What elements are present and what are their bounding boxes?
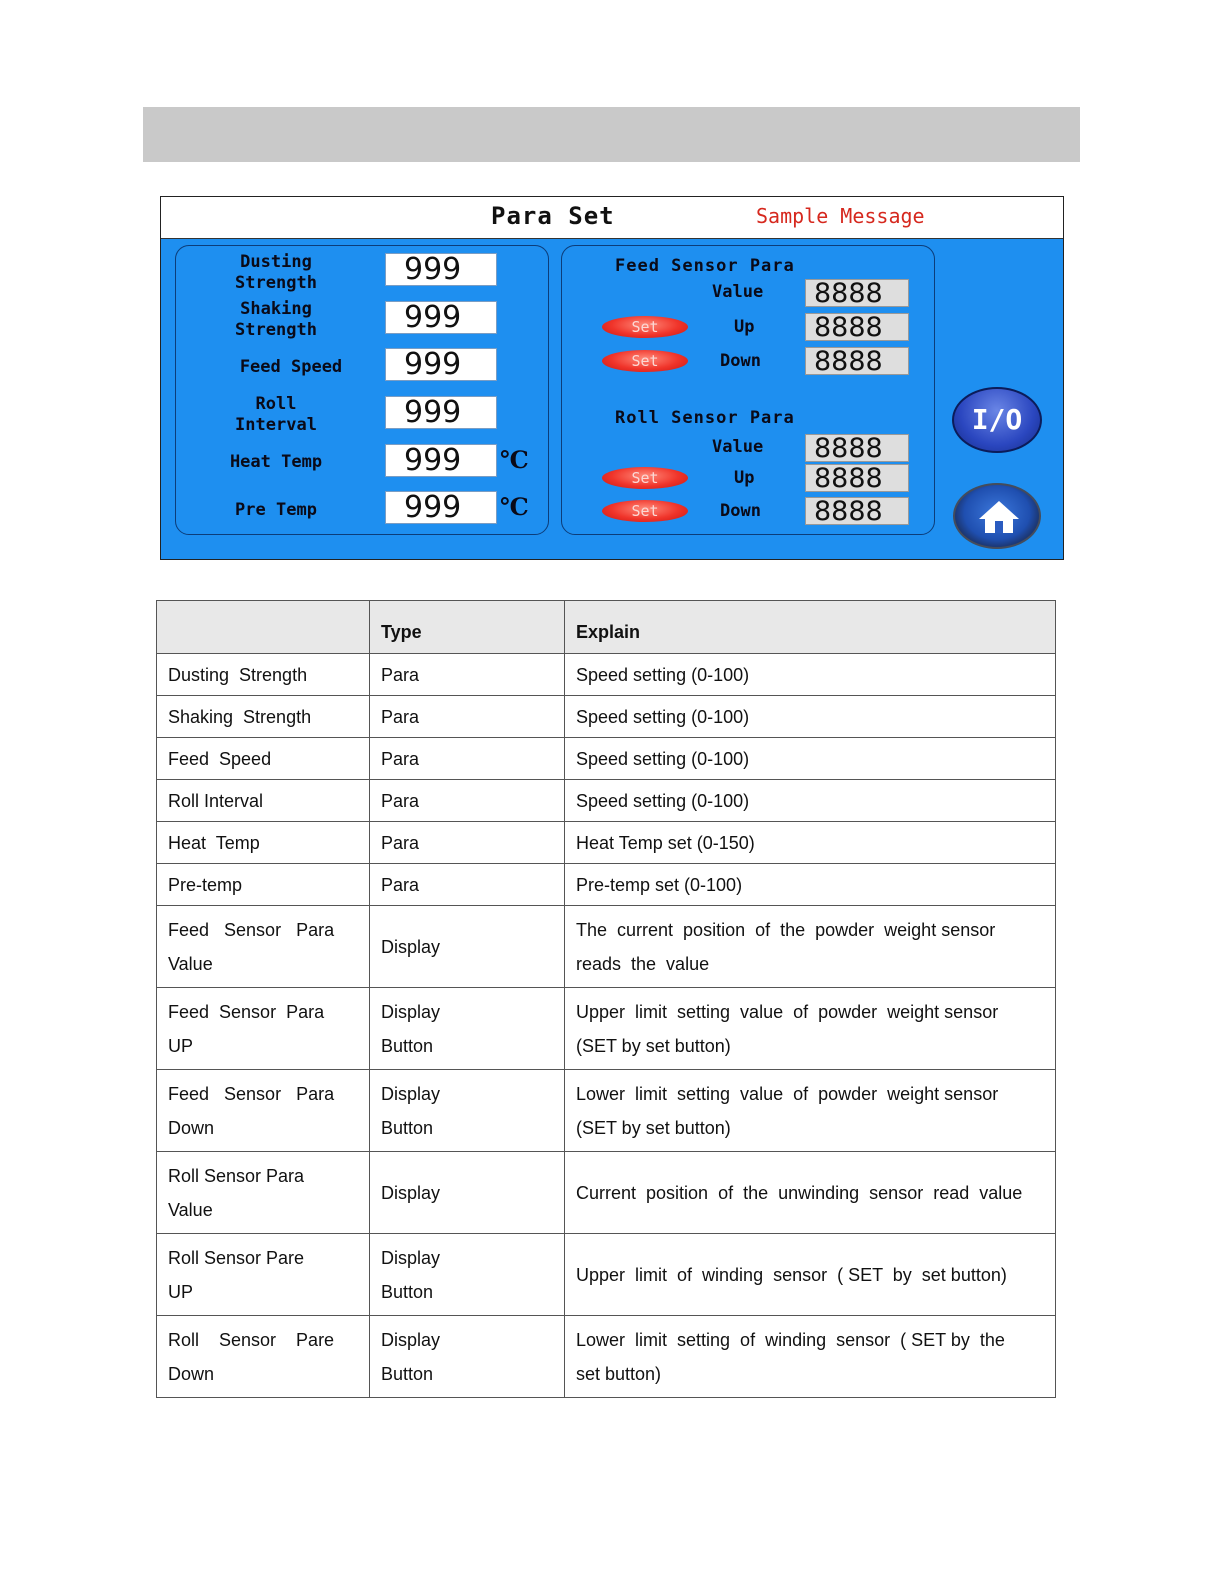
feed-down-set-button[interactable]: Set [602, 350, 688, 372]
feed-up-set-button[interactable]: Set [602, 316, 688, 338]
row-name: Dusting Strength [157, 654, 370, 696]
row-type-value: Display [381, 1001, 441, 1022]
row-type [370, 1070, 565, 1152]
feed-speed-label: Feed Speed [239, 357, 343, 377]
heat-temp-input[interactable]: 999 [385, 444, 497, 477]
screen-title: Para Set [491, 202, 615, 230]
pre-temp-label: Pre Temp [235, 500, 317, 520]
row-explain: Speed setting (0-100) [565, 654, 1056, 696]
row-type [370, 780, 565, 822]
row-type [370, 822, 565, 864]
dusting-strength-input[interactable]: 999 [385, 253, 497, 286]
row-type [370, 988, 565, 1070]
row-type-value: Display [381, 936, 441, 957]
table-row [157, 864, 1056, 906]
shaking-strength-label: Shaking Strength [235, 299, 317, 340]
sample-message: Sample Message [756, 204, 925, 228]
row-type [370, 738, 565, 780]
row-explain: Speed setting (0-100) [565, 738, 1056, 780]
shaking-strength-input[interactable]: 999 [385, 301, 497, 334]
row-type-value: Para [381, 832, 420, 853]
row-type [370, 1234, 565, 1316]
roll-up-display: 8888 [805, 464, 909, 492]
table-row [157, 1152, 1056, 1234]
row-explain: Lower limit setting value of powder weight sensor (SET by set button) [565, 1070, 1056, 1152]
roll-sensor-title: Roll Sensor Para [615, 408, 795, 428]
roll-up-set-button[interactable]: Set [602, 467, 688, 489]
row-explain: Current position of the unwinding sensor read value [565, 1152, 1056, 1234]
row-type-value: Para [381, 874, 420, 895]
heat-temp-label: Heat Temp [229, 452, 323, 472]
row-name: Feed Speed [157, 738, 370, 780]
feed-speed-input[interactable]: 999 [385, 348, 497, 381]
row-type-value: Para [381, 664, 420, 685]
row-explain: Upper limit of winding sensor ( SET by set button) [565, 1234, 1056, 1316]
row-type-value: Para [381, 790, 420, 811]
table-row [157, 1316, 1056, 1398]
feed-value-display: 8888 [805, 279, 909, 307]
table-row [157, 1234, 1056, 1316]
row-name: Shaking Strength [157, 696, 370, 738]
row-name: Roll Sensor Pare UP [157, 1234, 370, 1316]
table-row [157, 738, 1056, 780]
header-name [157, 601, 370, 654]
row-type-value: Button [381, 1035, 434, 1056]
roll-value-label: Value [712, 437, 764, 457]
pre-temp-input[interactable]: 999 [385, 491, 497, 524]
row-explain: Pre-temp set (0-100) [565, 864, 1056, 906]
io-button[interactable]: I/O [952, 387, 1042, 453]
roll-value-display: 8888 [805, 434, 909, 462]
section-header-bar [143, 107, 1080, 162]
row-name: Feed Sensor Para Value [157, 906, 370, 988]
row-type-value: Display [381, 1247, 441, 1268]
row-explain: Heat Temp set (0-150) [565, 822, 1056, 864]
sensor-panel [561, 245, 935, 535]
dusting-strength-label: Dusting Strength [235, 252, 317, 293]
row-name: Heat Temp [157, 822, 370, 864]
row-type-value: Button [381, 1363, 434, 1384]
header-type: Type [370, 601, 565, 654]
row-type-value: Button [381, 1281, 434, 1302]
row-explain: Lower limit setting of winding sensor ( SET by the set button) [565, 1316, 1056, 1398]
feed-down-display: 8888 [805, 347, 909, 375]
feed-sensor-title: Feed Sensor Para [615, 256, 795, 276]
hmi-screen [160, 196, 1064, 560]
row-type [370, 1316, 565, 1398]
parameter-table [156, 600, 1056, 1398]
row-type-value: Button [381, 1117, 434, 1138]
roll-up-label: Up [734, 468, 755, 488]
row-explain: Speed setting (0-100) [565, 780, 1056, 822]
row-type-value: Para [381, 748, 420, 769]
header-explain: Explain [565, 601, 1056, 654]
table-row [157, 988, 1056, 1070]
parameter-panel [175, 245, 549, 535]
roll-interval-input[interactable]: 999 [385, 396, 497, 429]
row-name: Feed Sensor Para UP [157, 988, 370, 1070]
row-explain: The current position of the powder weight sensor reads the value [565, 906, 1056, 988]
heat-temp-unit: ℃ [500, 445, 529, 474]
table-row [157, 822, 1056, 864]
row-type-value: Display [381, 1329, 441, 1350]
table-row [157, 780, 1056, 822]
row-name: Feed Sensor Para Down [157, 1070, 370, 1152]
home-button[interactable] [953, 483, 1041, 549]
roll-down-set-button[interactable]: Set [602, 500, 688, 522]
home-icon [977, 499, 1021, 535]
row-type [370, 654, 565, 696]
pre-temp-unit: ℃ [500, 492, 529, 521]
row-type [370, 696, 565, 738]
row-type [370, 906, 565, 988]
roll-interval-label: Roll Interval [235, 394, 317, 435]
roll-down-label: Down [720, 501, 761, 521]
feed-up-display: 8888 [805, 313, 909, 341]
row-type [370, 864, 565, 906]
row-type-value: Para [381, 706, 420, 727]
table-row [157, 906, 1056, 988]
row-name: Pre-temp [157, 864, 370, 906]
feed-value-label: Value [712, 282, 764, 302]
roll-down-display: 8888 [805, 497, 909, 525]
screen-header [161, 197, 1063, 239]
table-row [157, 696, 1056, 738]
row-type-value: Display [381, 1182, 441, 1203]
row-name: Roll Interval [157, 780, 370, 822]
table-row [157, 1070, 1056, 1152]
feed-down-label: Down [720, 351, 761, 371]
table-row [157, 654, 1056, 696]
feed-up-label: Up [734, 317, 755, 337]
row-explain: Upper limit setting value of powder weight sensor (SET by set button) [565, 988, 1056, 1070]
row-type [370, 1152, 565, 1234]
row-name: Roll Sensor Pare Down [157, 1316, 370, 1398]
row-explain: Speed setting (0-100) [565, 696, 1056, 738]
row-name: Roll Sensor Para Value [157, 1152, 370, 1234]
row-type-value: Display [381, 1083, 441, 1104]
